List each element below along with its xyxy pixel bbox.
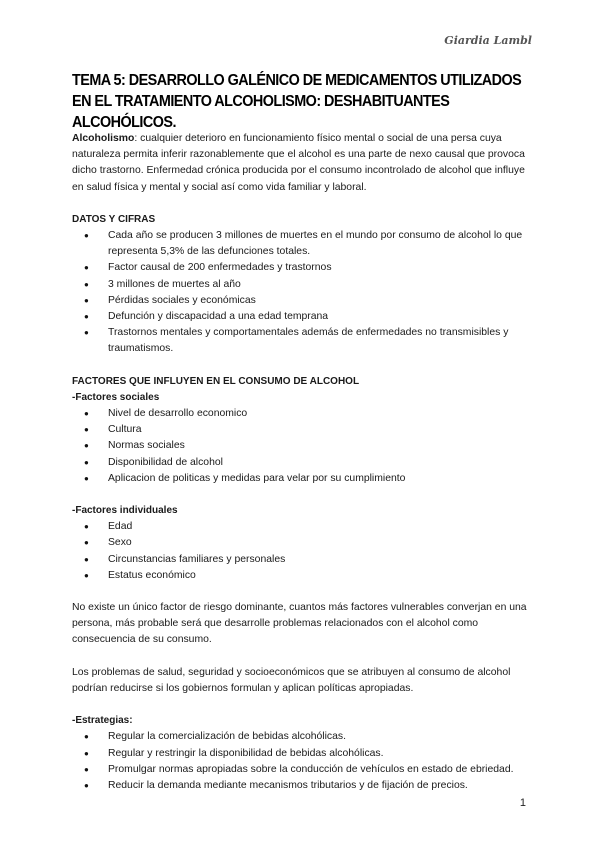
factores-individuales-heading: -Factores individuales [72, 505, 178, 517]
list-item: ● Regular la comercialización de bebidas alcohólicas. [84, 729, 534, 745]
list-item: ● Sexo [84, 535, 534, 551]
page-title: TEMA 5: DESARROLLO GALÉNICO DE MEDICAMENTOS UTILIZADOS EN EL TRATAMIENTO ALCOHOLISMO: DESHABITUANTES ALCOHÓLICOS. [72, 72, 522, 131]
list-item: ● Promulgar normas apropiadas sobre la conducción de vehículos en estado de ebriedad. [84, 762, 534, 778]
estrategias-list [72, 729, 534, 794]
risk-paragraph: No existe un único factor de riesgo dominante, cuantos más factores vulnerables converjan en una persona, más probable será que desarrolle problemas relacionados con el alcohol como consecuencia de su consumo. [72, 602, 527, 646]
list-item: ● Reducir la demanda mediante mecanismos tributarios y de fijación de precios. [84, 778, 534, 794]
list-item: ● Regular y restringir la disponibilidad de bebidas alcohólicas. [84, 746, 534, 762]
definition-text: : cualquier deterioro en funcionamiento físico mental o social de una persa cuya naturaleza permita inferir razonablemente que el alcohol es una parte de nexo causal que provoca dicho trastorno. Enfermedad crónica producida por el consumo incontrolado de alcohol que influye en salud física y mental y social así como vida familiar y laboral. [72, 133, 525, 193]
definition-paragraph [72, 131, 534, 196]
list-item: ● Cultura [84, 422, 534, 438]
list-item: ● Nivel de desarrollo economico [84, 406, 534, 422]
definition-term: Alcoholismo [72, 133, 135, 144]
datos-heading: DATOS Y CIFRAS [72, 213, 156, 225]
factores-sociales-list [72, 406, 534, 487]
page-number: 1 [519, 797, 526, 809]
list-item: ● 3 millones de muertes al año [84, 277, 534, 293]
factores-sociales-heading: -Factores sociales [72, 391, 160, 403]
list-item: ● Normas sociales [84, 438, 534, 454]
factores-heading: FACTORES QUE INFLUYEN EN EL CONSUMO DE ALCOHOL [72, 375, 360, 387]
author-signature: Giardia Lambl [444, 34, 532, 47]
datos-list [72, 228, 534, 358]
list-item: ● Pérdidas sociales y económicas [84, 293, 534, 309]
list-item: ● Edad [84, 519, 534, 535]
list-item: ● Disponibilidad de alcohol [84, 455, 534, 471]
list-item: ● Trastornos mentales y comportamentales además de enfermedades no transmisibles y traumatismos. [84, 325, 534, 357]
policy-paragraph: Los problemas de salud, seguridad y socioeconómicos que se atribuyen al consumo de alcohol podrían reducirse si los gobiernos formulan y aplican políticas apropiadas. [72, 666, 511, 694]
document-body [72, 131, 534, 794]
factores-individuales-list [72, 519, 534, 584]
list-item: ● Defunción y discapacidad a una edad temprana [84, 309, 534, 325]
list-item: ● Estatus económico [84, 568, 534, 584]
list-item: ● Circunstancias familiares y personales [84, 552, 534, 568]
list-item: ● Factor causal de 200 enfermedades y trastornos [84, 260, 534, 276]
list-item: ● Aplicacion de politicas y medidas para velar por su cumplimiento [84, 471, 534, 487]
estrategias-heading: -Estrategias: [72, 715, 133, 727]
list-item: ● Cada año se producen 3 millones de muertes en el mundo por consumo de alcohol lo que representa 5,3% de las defunciones totales. [84, 228, 534, 260]
